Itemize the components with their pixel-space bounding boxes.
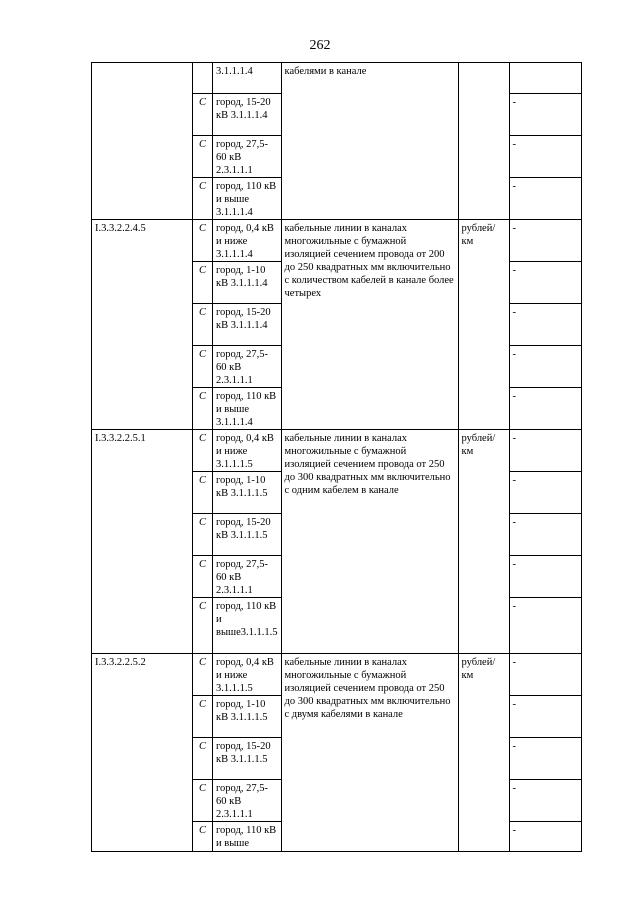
category-cell: C	[193, 304, 213, 346]
category-cell: C	[193, 388, 213, 430]
category-cell	[193, 63, 213, 94]
group-cell: город, 1-10 кВ 3.1.1.1.4	[213, 262, 282, 304]
category-cell: C	[193, 556, 213, 598]
group-cell: город, 15-20 кВ 3.1.1.1.5	[213, 514, 282, 556]
category-cell: C	[193, 514, 213, 556]
value-cell	[509, 63, 581, 94]
page-number: 262	[309, 38, 331, 53]
group-cell: город, 15-20 кВ 3.1.1.1.5	[213, 738, 282, 780]
value-cell: -	[509, 738, 581, 780]
value-cell: -	[509, 598, 581, 654]
category-cell: C	[193, 822, 213, 852]
group-cell: город, 0,4 кВ и ниже 3.1.1.1.5	[213, 430, 282, 472]
category-cell: C	[193, 738, 213, 780]
group-cell: город, 110 кВ и выше 3.1.1.1.4	[213, 178, 282, 220]
category-cell: C	[193, 696, 213, 738]
group-cell: город, 27,5-60 кВ 2.3.1.1.1	[213, 780, 282, 822]
group-cell: город, 110 кВ и выше	[213, 822, 282, 852]
value-cell: -	[509, 430, 581, 472]
table-row	[92, 220, 582, 262]
group-cell: город, 110 кВ и выше3.1.1.1.5	[213, 598, 282, 654]
code-cell: I.3.3.2.2.5.1	[92, 430, 193, 654]
value-cell: -	[509, 514, 581, 556]
description-cell: кабельные линии в каналах многожильные с бумажной изоляцией сечением провода от 250 до 300 квадратных мм включительно с двумя кабелями в канале	[281, 654, 458, 852]
rates-table	[91, 62, 582, 852]
value-cell: -	[509, 304, 581, 346]
group-cell: город, 0,4 кВ и ниже 3.1.1.1.4	[213, 220, 282, 262]
category-cell: C	[193, 220, 213, 262]
value-cell: -	[509, 780, 581, 822]
group-cell: город, 15-20 кВ 3.1.1.1.4	[213, 304, 282, 346]
value-cell: -	[509, 346, 581, 388]
description-cell: кабелями в канале	[281, 63, 458, 220]
category-cell: C	[193, 654, 213, 696]
value-cell: -	[509, 220, 581, 262]
code-cell	[92, 63, 193, 220]
code-cell: I.3.3.2.2.4.5	[92, 220, 193, 430]
value-cell: -	[509, 556, 581, 598]
description-cell: кабельные линии в каналах многожильные с бумажной изоляцией сечением провода от 200 до 250 квадратных мм включительно с количеством кабелей в канале более четырех	[281, 220, 458, 430]
value-cell: -	[509, 654, 581, 696]
value-cell: -	[509, 696, 581, 738]
unit-cell: рублей/км	[458, 430, 509, 654]
category-cell: C	[193, 136, 213, 178]
description-cell: кабельные линии в каналах многожильные с бумажной изоляцией сечением провода от 250 до 300 квадратных мм включительно с одним кабелем в канале	[281, 430, 458, 654]
group-cell: город, 1-10 кВ 3.1.1.1.5	[213, 472, 282, 514]
category-cell: C	[193, 346, 213, 388]
value-cell: -	[509, 472, 581, 514]
category-cell: C	[193, 262, 213, 304]
rates-table-body	[92, 63, 582, 852]
table-row	[92, 430, 582, 472]
table-row	[92, 654, 582, 696]
unit-cell: рублей/км	[458, 220, 509, 430]
value-cell: -	[509, 822, 581, 852]
value-cell: -	[509, 262, 581, 304]
category-cell: C	[193, 472, 213, 514]
group-cell: город, 27,5-60 кВ 2.3.1.1.1	[213, 346, 282, 388]
group-cell: город, 110 кВ и выше 3.1.1.1.4	[213, 388, 282, 430]
category-cell: C	[193, 178, 213, 220]
category-cell: C	[193, 430, 213, 472]
value-cell: -	[509, 178, 581, 220]
table-row	[92, 63, 582, 94]
category-cell: C	[193, 598, 213, 654]
category-cell: C	[193, 780, 213, 822]
code-cell: I.3.3.2.2.5.2	[92, 654, 193, 852]
group-cell: 3.1.1.1.4	[213, 63, 282, 94]
value-cell: -	[509, 94, 581, 136]
group-cell: город, 27,5-60 кВ 2.3.1.1.1	[213, 136, 282, 178]
group-cell: город, 1-10 кВ 3.1.1.1.5	[213, 696, 282, 738]
group-cell: город, 0,4 кВ и ниже 3.1.1.1.5	[213, 654, 282, 696]
group-cell: город, 15-20 кВ 3.1.1.1.4	[213, 94, 282, 136]
category-cell: C	[193, 94, 213, 136]
group-cell: город, 27,5-60 кВ 2.3.1.1.1	[213, 556, 282, 598]
value-cell: -	[509, 136, 581, 178]
unit-cell	[458, 63, 509, 220]
unit-cell: рублей/км	[458, 654, 509, 852]
value-cell: -	[509, 388, 581, 430]
